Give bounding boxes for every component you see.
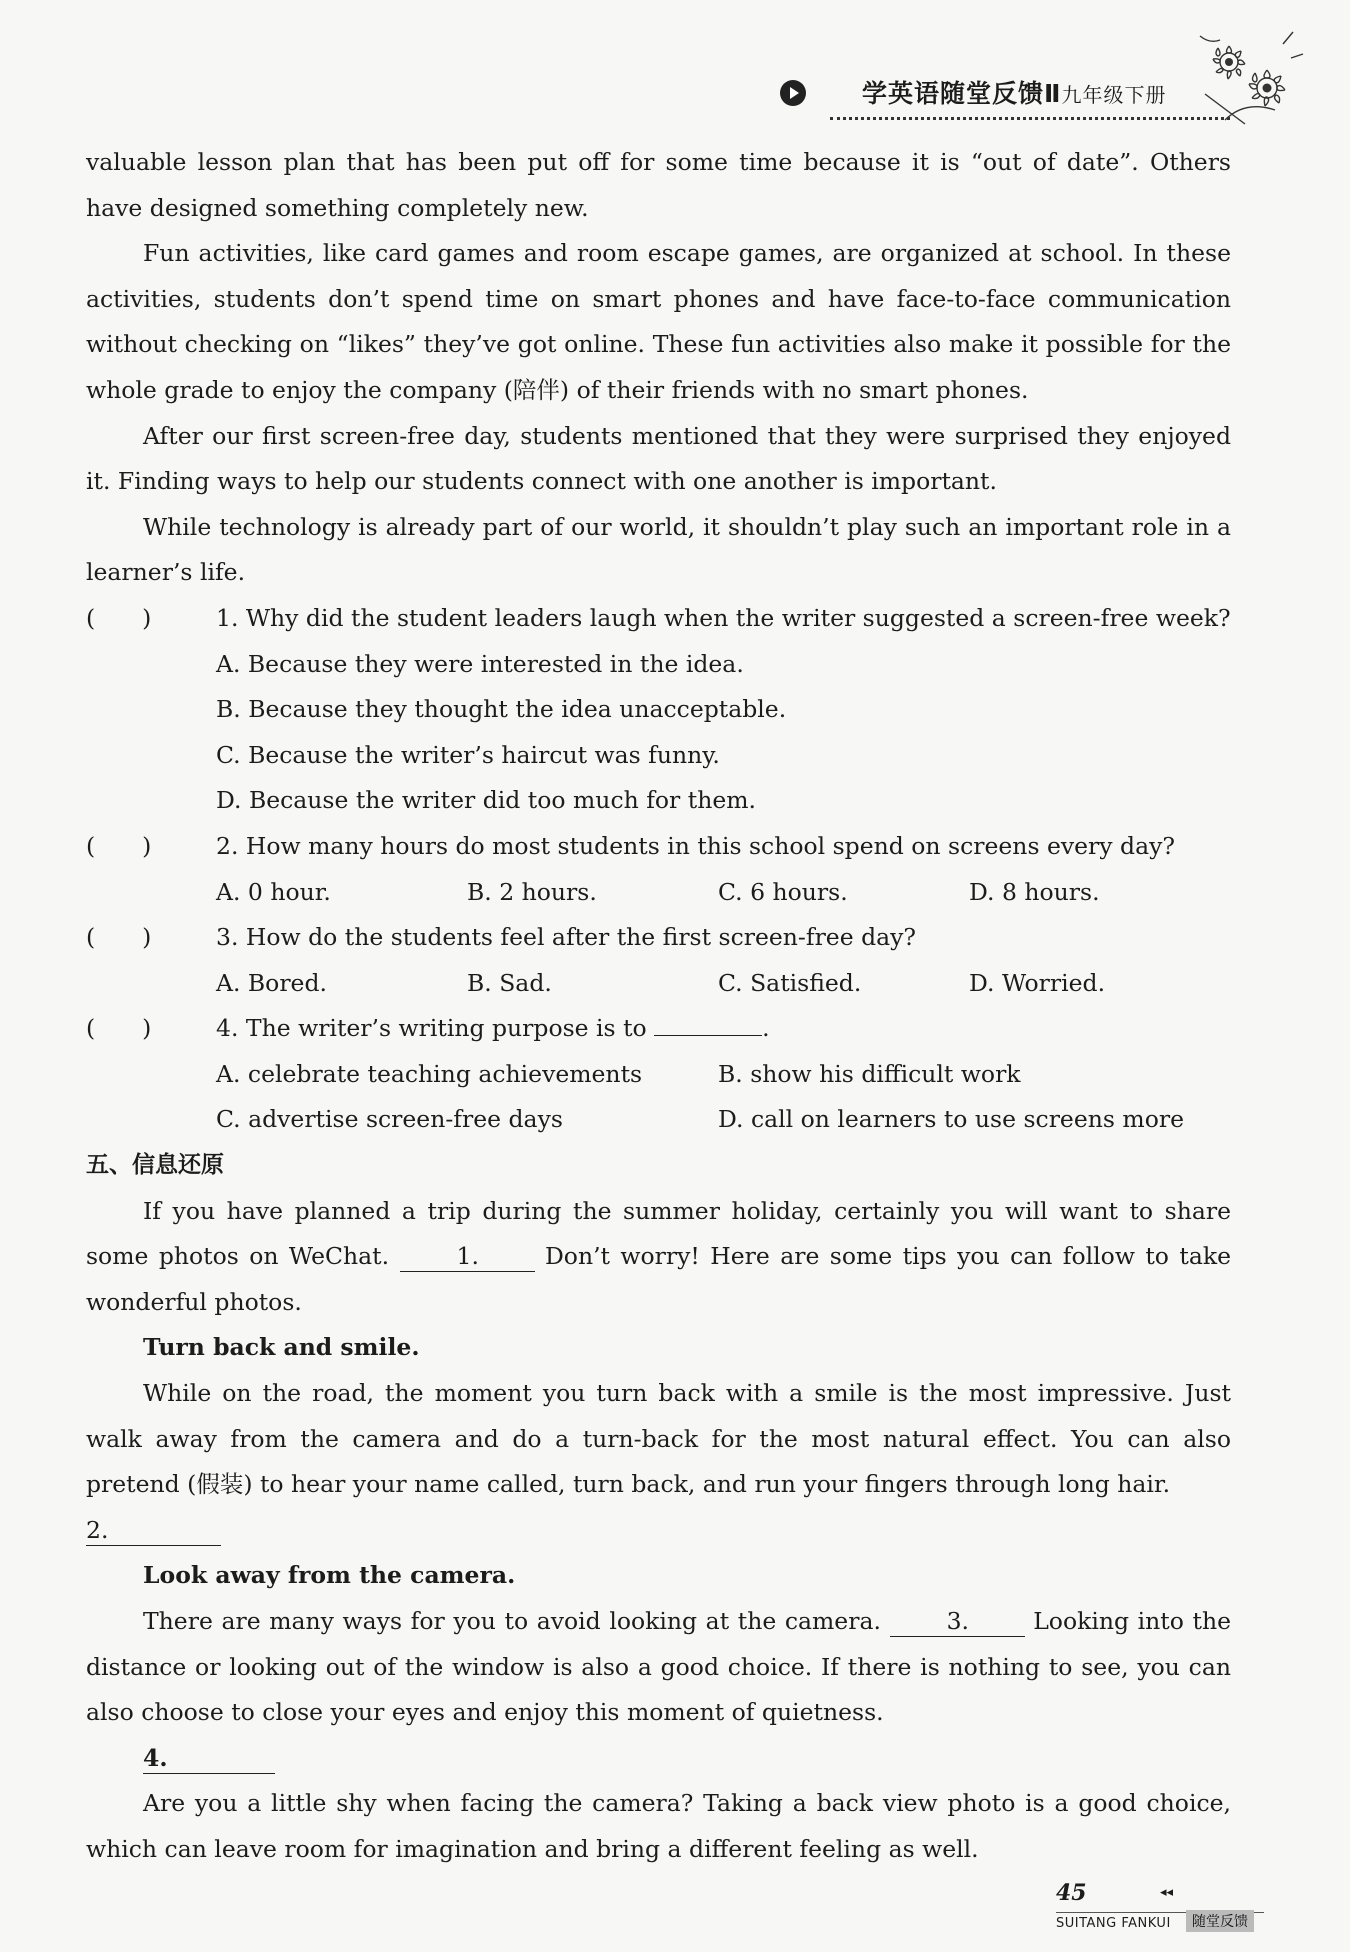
question-4-option-c: C. advertise screen-free days xyxy=(216,1105,563,1134)
answer-blank-3[interactable]: 3. xyxy=(890,1606,1025,1637)
sunflower-decoration-icon xyxy=(1195,24,1305,134)
question-stem: 4. The writer’s writing purpose is to xyxy=(216,1014,647,1043)
intro-text-b: Don’t worry! Here are some tips you can follow to take wonderful photos. xyxy=(86,1242,1231,1316)
question-4-option-b: B. show his difficult work xyxy=(718,1059,1021,1088)
question-3-option-c: C. Satisfied. xyxy=(718,968,862,997)
double-arrow-left-icon: ◂◂ xyxy=(1160,1885,1174,1900)
passage-paragraph-3: After our first screen-free day, students mentioned that they were surprised they enjoyed it. Finding ways to help our students connect with one another is important. xyxy=(86,421,1231,496)
question-3-option-a: A. Bored. xyxy=(216,968,327,997)
answer-line-2 xyxy=(86,1508,1231,1554)
question-2 xyxy=(86,824,1231,870)
question-4-option-d: D. call on learners to use screens more xyxy=(718,1105,1184,1134)
answer-bracket[interactable]: ( ) xyxy=(86,923,152,952)
question-3-option-d: D. Worried. xyxy=(969,968,1106,997)
page-header xyxy=(770,74,1240,114)
header-subtitle: 九年级下册 xyxy=(1061,83,1167,107)
answer-line-4 xyxy=(86,1736,1231,1782)
question-3-options xyxy=(86,961,1231,1007)
tip-heading-1: Turn back and smile. xyxy=(143,1333,420,1362)
question-stem: 2. How many hours do most students in this school spend on screens every day? xyxy=(216,831,1175,860)
answer-blank-4[interactable]: 4. xyxy=(143,1743,275,1774)
passage-paragraph-2: Fun activities, like card games and room escape games, are organized at school. In these activities, students don’t spend time on smart phones and have face-to-face communication without checking on “likes” they’ve got online. These fun activities also make it possible for the whole grade to enjoy the company (陪伴) of their friends with no smart phones. xyxy=(86,239,1231,404)
answer-bracket[interactable]: ( ) xyxy=(86,1014,152,1043)
question-1-option-c: C. Because the writer’s haircut was funny. xyxy=(216,740,720,769)
question-4-options-row-1 xyxy=(86,1052,1231,1098)
question-stem-end: . xyxy=(762,1014,770,1043)
question-2-options xyxy=(86,870,1231,916)
section-intro xyxy=(86,1189,1231,1326)
question-4-option-a: A. celebrate teaching achievements xyxy=(216,1059,643,1088)
section-heading: 五、信息还原 xyxy=(86,1152,224,1179)
footer-series-name: SUITANG FANKUI xyxy=(1056,1916,1171,1931)
header-title: 学英语随堂反馈Ⅱ九年级下册 xyxy=(862,79,1167,108)
question-2-option-a: A. 0 hour. xyxy=(216,877,331,906)
tip-paragraph-2-text-a: There are many ways for you to avoid looking at the camera. xyxy=(143,1607,881,1635)
header-dotted-rule xyxy=(830,117,1230,120)
answer-bracket[interactable]: ( ) xyxy=(86,603,152,632)
tip-heading-2: Look away from the camera. xyxy=(143,1561,516,1590)
question-1-option-a: A. Because they were interested in the idea. xyxy=(216,649,744,678)
play-icon xyxy=(780,80,806,106)
question-2-option-b: B. 2 hours. xyxy=(467,877,597,906)
question-1-option-b: B. Because they thought the idea unacceptable. xyxy=(216,695,787,724)
question-stem: 1. Why did the student leaders laugh when the writer suggested a screen-free week? xyxy=(216,603,1231,632)
passage-paragraph-4: While technology is already part of our world, it shouldn’t play such an important role in a learner’s life. xyxy=(86,512,1231,587)
footer-badge: 随堂反馈 xyxy=(1186,1910,1254,1932)
question-2-option-d: D. 8 hours. xyxy=(969,877,1100,906)
question-stem: 3. How do the students feel after the first screen-free day? xyxy=(216,923,917,952)
passage-paragraph-1: valuable lesson plan that has been put off for some time because it is “out of date”. Others have designed something completely new. xyxy=(86,148,1231,222)
answer-blank-2[interactable]: 2. xyxy=(86,1515,221,1546)
answer-blank[interactable] xyxy=(654,1035,762,1036)
tip-paragraph-2 xyxy=(86,1599,1231,1736)
question-4-options-row-2 xyxy=(86,1097,1231,1143)
answer-blank-1[interactable]: 1. xyxy=(400,1241,535,1272)
question-1 xyxy=(86,596,1231,642)
tip-paragraph-3: Are you a little shy when facing the camera? Taking a back view photo is a good choice, which can leave room for imagination and bring a different feeling as well. xyxy=(86,1789,1231,1863)
intro-text-a: If you have planned a trip during the summer holiday, certainly you will want to share some photos on WeChat. xyxy=(86,1196,1231,1271)
question-3 xyxy=(86,915,1231,961)
question-2-option-c: C. 6 hours. xyxy=(718,877,848,906)
tip-paragraph-2-text-b: Looking into the distance or looking out of the window is also a good choice. If there is nothing to see, you can also choose to close your eyes and enjoy this moment of quietness. xyxy=(86,1607,1231,1727)
answer-bracket[interactable]: ( ) xyxy=(86,831,152,860)
question-1-option-d: D. Because the writer did too much for them. xyxy=(216,786,756,815)
page-number: 45 xyxy=(1056,1880,1087,1906)
question-4 xyxy=(86,1006,1231,1052)
tip-paragraph-1: While on the road, the moment you turn back with a smile is the most impressive. Just walk away from the camera and do a turn-back for the most natural effect. You can also pretend (假装) to hear your name called, turn back, and run your fingers through long hair. xyxy=(86,1379,1231,1499)
page-body xyxy=(86,140,1231,1873)
question-3-option-b: B. Sad. xyxy=(467,968,552,997)
